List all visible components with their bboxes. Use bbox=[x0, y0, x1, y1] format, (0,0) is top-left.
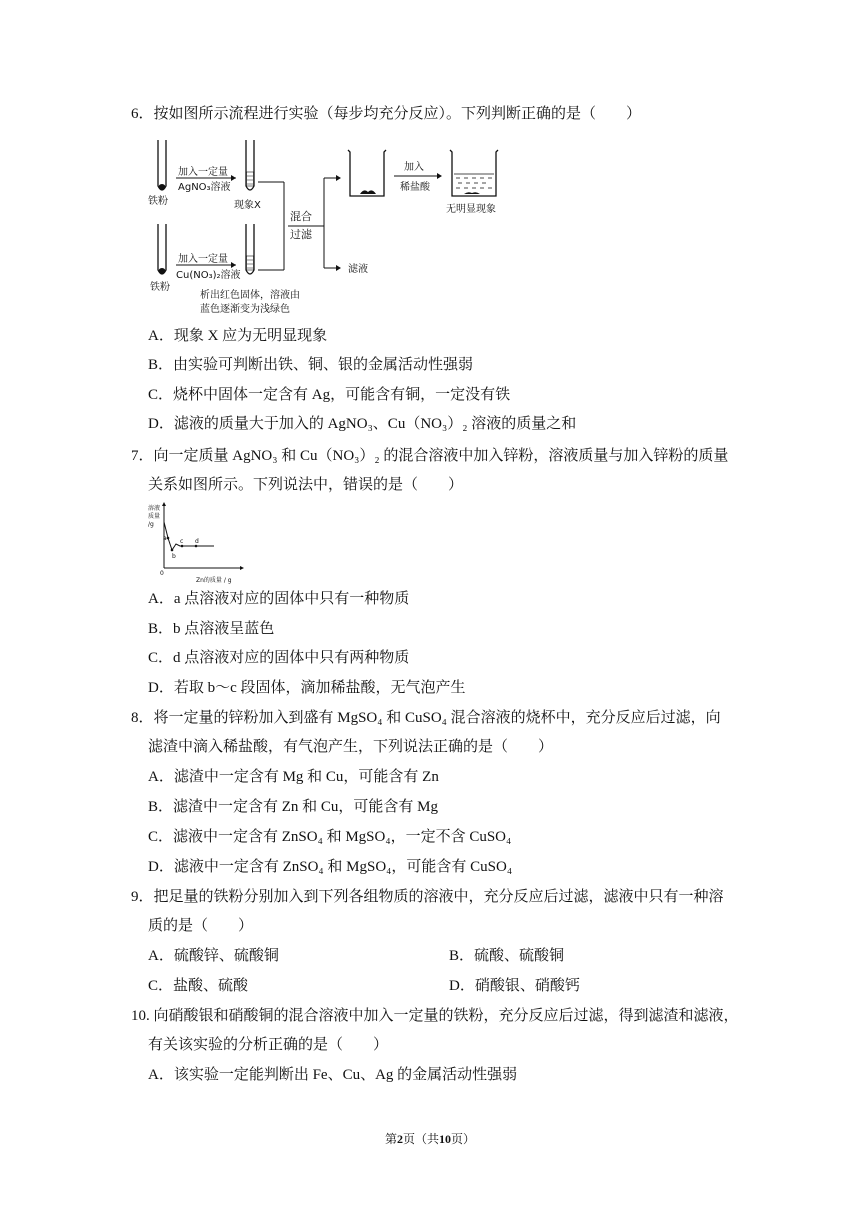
chart-xlabel: Zn的质量 / g bbox=[196, 577, 232, 584]
chart-ylabel-unit: /g bbox=[148, 521, 154, 528]
label-phenomenon-x: 现象X bbox=[234, 200, 261, 211]
footer-suffix: 页） bbox=[451, 1132, 476, 1146]
test-tube-iron-top bbox=[158, 140, 166, 190]
label-add-bottom: 加入一定量 bbox=[178, 254, 228, 265]
beaker-hcl bbox=[450, 150, 498, 196]
label-agno3: AgNO₃溶液 bbox=[178, 182, 231, 193]
label-add: 加入 bbox=[404, 162, 424, 173]
label-note-1: 析出红色固体，溶液由 bbox=[200, 290, 300, 301]
q9-option-a: A．硫酸锌、硫酸铜 bbox=[148, 948, 279, 964]
label-mix: 混合 bbox=[290, 210, 312, 223]
chart-ylabel-1: 溶液 bbox=[148, 505, 161, 512]
q8-stem-line1: 8．将一定量的锌粉加入到盛有 MgSO₄ 和 CuSO₄ 混合溶液的烧杯中，充分反应后过滤，向 bbox=[131, 710, 721, 726]
q7-option-d: D．若取 b～c 段固体，滴加稀盐酸，无气泡产生 bbox=[148, 680, 466, 696]
label-iron-top: 铁粉 bbox=[148, 196, 168, 207]
q8-option-d: D．滤液中一定含有 ZnSO₄ 和 MgSO₄，可能含有 CuSO₄ bbox=[148, 859, 513, 875]
label-add-top: 加入一定量 bbox=[178, 167, 228, 178]
q9-option-d: D．硝酸银、硝酸钙 bbox=[449, 978, 580, 994]
q6-flow-diagram bbox=[148, 138, 518, 318]
q6-option-c: C．烧杯中固体一定含有 Ag，可能含有铜，一定没有铁 bbox=[148, 387, 511, 403]
q8-option-a: A．滤渣中一定含有 Mg 和 Cu，可能含有 Zn bbox=[148, 769, 439, 785]
label-dilute-hcl: 稀盐酸 bbox=[400, 182, 430, 193]
label-filter: 过滤 bbox=[290, 228, 312, 241]
q6-option-a: A．现象 X 应为无明显现象 bbox=[148, 328, 328, 344]
q9-option-b: B．硫酸、硫酸铜 bbox=[449, 948, 565, 964]
chart-curve bbox=[164, 522, 214, 550]
chart-point-c bbox=[181, 545, 184, 548]
q6-stem: 6．按如图所示流程进行实验（每步均充分反应）。下列判断正确的是（ ） bbox=[131, 106, 642, 122]
chart-label-a: a bbox=[163, 535, 167, 542]
chart-origin: 0 bbox=[160, 570, 164, 577]
label-note-2: 蓝色逐渐变为浅绿色 bbox=[200, 304, 290, 315]
q9-stem-line2: 质的是（ ） bbox=[148, 918, 254, 934]
q8-stem-line2: 滤渣中滴入稀盐酸，有气泡产生，下列说法正确的是（ ） bbox=[148, 739, 554, 755]
chart-point-b bbox=[171, 549, 174, 552]
q10-stem-line2: 有关该实验的分析正确的是（ ） bbox=[148, 1037, 389, 1053]
beaker-solid bbox=[348, 150, 386, 196]
q10-option-a: A．该实验一定能判断出 Fe、Cu、Ag 的金属活动性强弱 bbox=[148, 1067, 518, 1083]
q7-stem-line1: 7．向一定质量 AgNO₃ 和 Cu（NO₃）₂ 的混合溶液中加入锌粉，溶液质量与加入锌粉的质量 bbox=[131, 448, 729, 464]
test-tube-cu bbox=[246, 224, 254, 274]
q6-option-b: B．由实验可判断出铁、铜、银的金属活动性强弱 bbox=[148, 357, 474, 373]
q10-stem-line1: 10. 向硝酸银和硝酸铜的混合溶液中加入一定量的铁粉，充分反应后过滤，得到滤渣和滤液， bbox=[131, 1008, 739, 1024]
q7-option-b: B．b 点溶液呈蓝色 bbox=[148, 621, 275, 637]
q7-option-a: A．a 点溶液对应的固体中只有一种物质 bbox=[148, 591, 410, 607]
label-cuno3: Cu(NO₃)₂溶液 bbox=[176, 270, 241, 281]
q9-stem-line1: 9．把足量的铁粉分别加入到下列各组物质的溶液中，充分反应后过滤，滤液中只有一种溶 bbox=[131, 889, 724, 905]
q7-stem-line2: 关系如图所示。下列说法中，错误的是（ ） bbox=[148, 477, 464, 493]
q7-option-c: C．d 点溶液对应的固体中只有两种物质 bbox=[148, 650, 410, 666]
label-filtrate: 滤液 bbox=[348, 264, 368, 275]
chart-point-a bbox=[167, 537, 170, 540]
q6-option-d: D．滤液的质量大于加入的 AgNO₃、Cu（NO₃）₂ 溶液的质量之和 bbox=[148, 416, 577, 432]
chart-label-b: b bbox=[172, 553, 176, 560]
chart-label-d: d bbox=[195, 538, 199, 545]
q8-option-b: B．滤渣中一定含有 Zn 和 Cu，可能含有 Mg bbox=[148, 799, 439, 815]
label-no-phenomenon: 无明显现象 bbox=[446, 204, 496, 215]
q9-option-c: C．盐酸、硫酸 bbox=[148, 978, 249, 994]
footer-prefix: 第 bbox=[384, 1132, 397, 1146]
chart-point-d bbox=[195, 545, 198, 548]
label-iron-bottom: 铁粉 bbox=[150, 282, 170, 293]
footer-total-pages: 10 bbox=[439, 1132, 451, 1146]
q8-option-c: C．滤液中一定含有 ZnSO₄ 和 MgSO₄，一定不含 CuSO₄ bbox=[148, 829, 512, 845]
footer-mid: 页（共 bbox=[402, 1132, 439, 1146]
footer-page-number: 2 bbox=[396, 1132, 403, 1146]
chart-ylabel-2: 质量 bbox=[148, 513, 161, 520]
page-footer bbox=[0, 1130, 860, 1147]
test-tube-x bbox=[246, 140, 254, 190]
test-tube-iron-bottom bbox=[158, 224, 166, 274]
chart-label-c: c bbox=[180, 538, 184, 545]
q7-chart bbox=[146, 500, 251, 584]
